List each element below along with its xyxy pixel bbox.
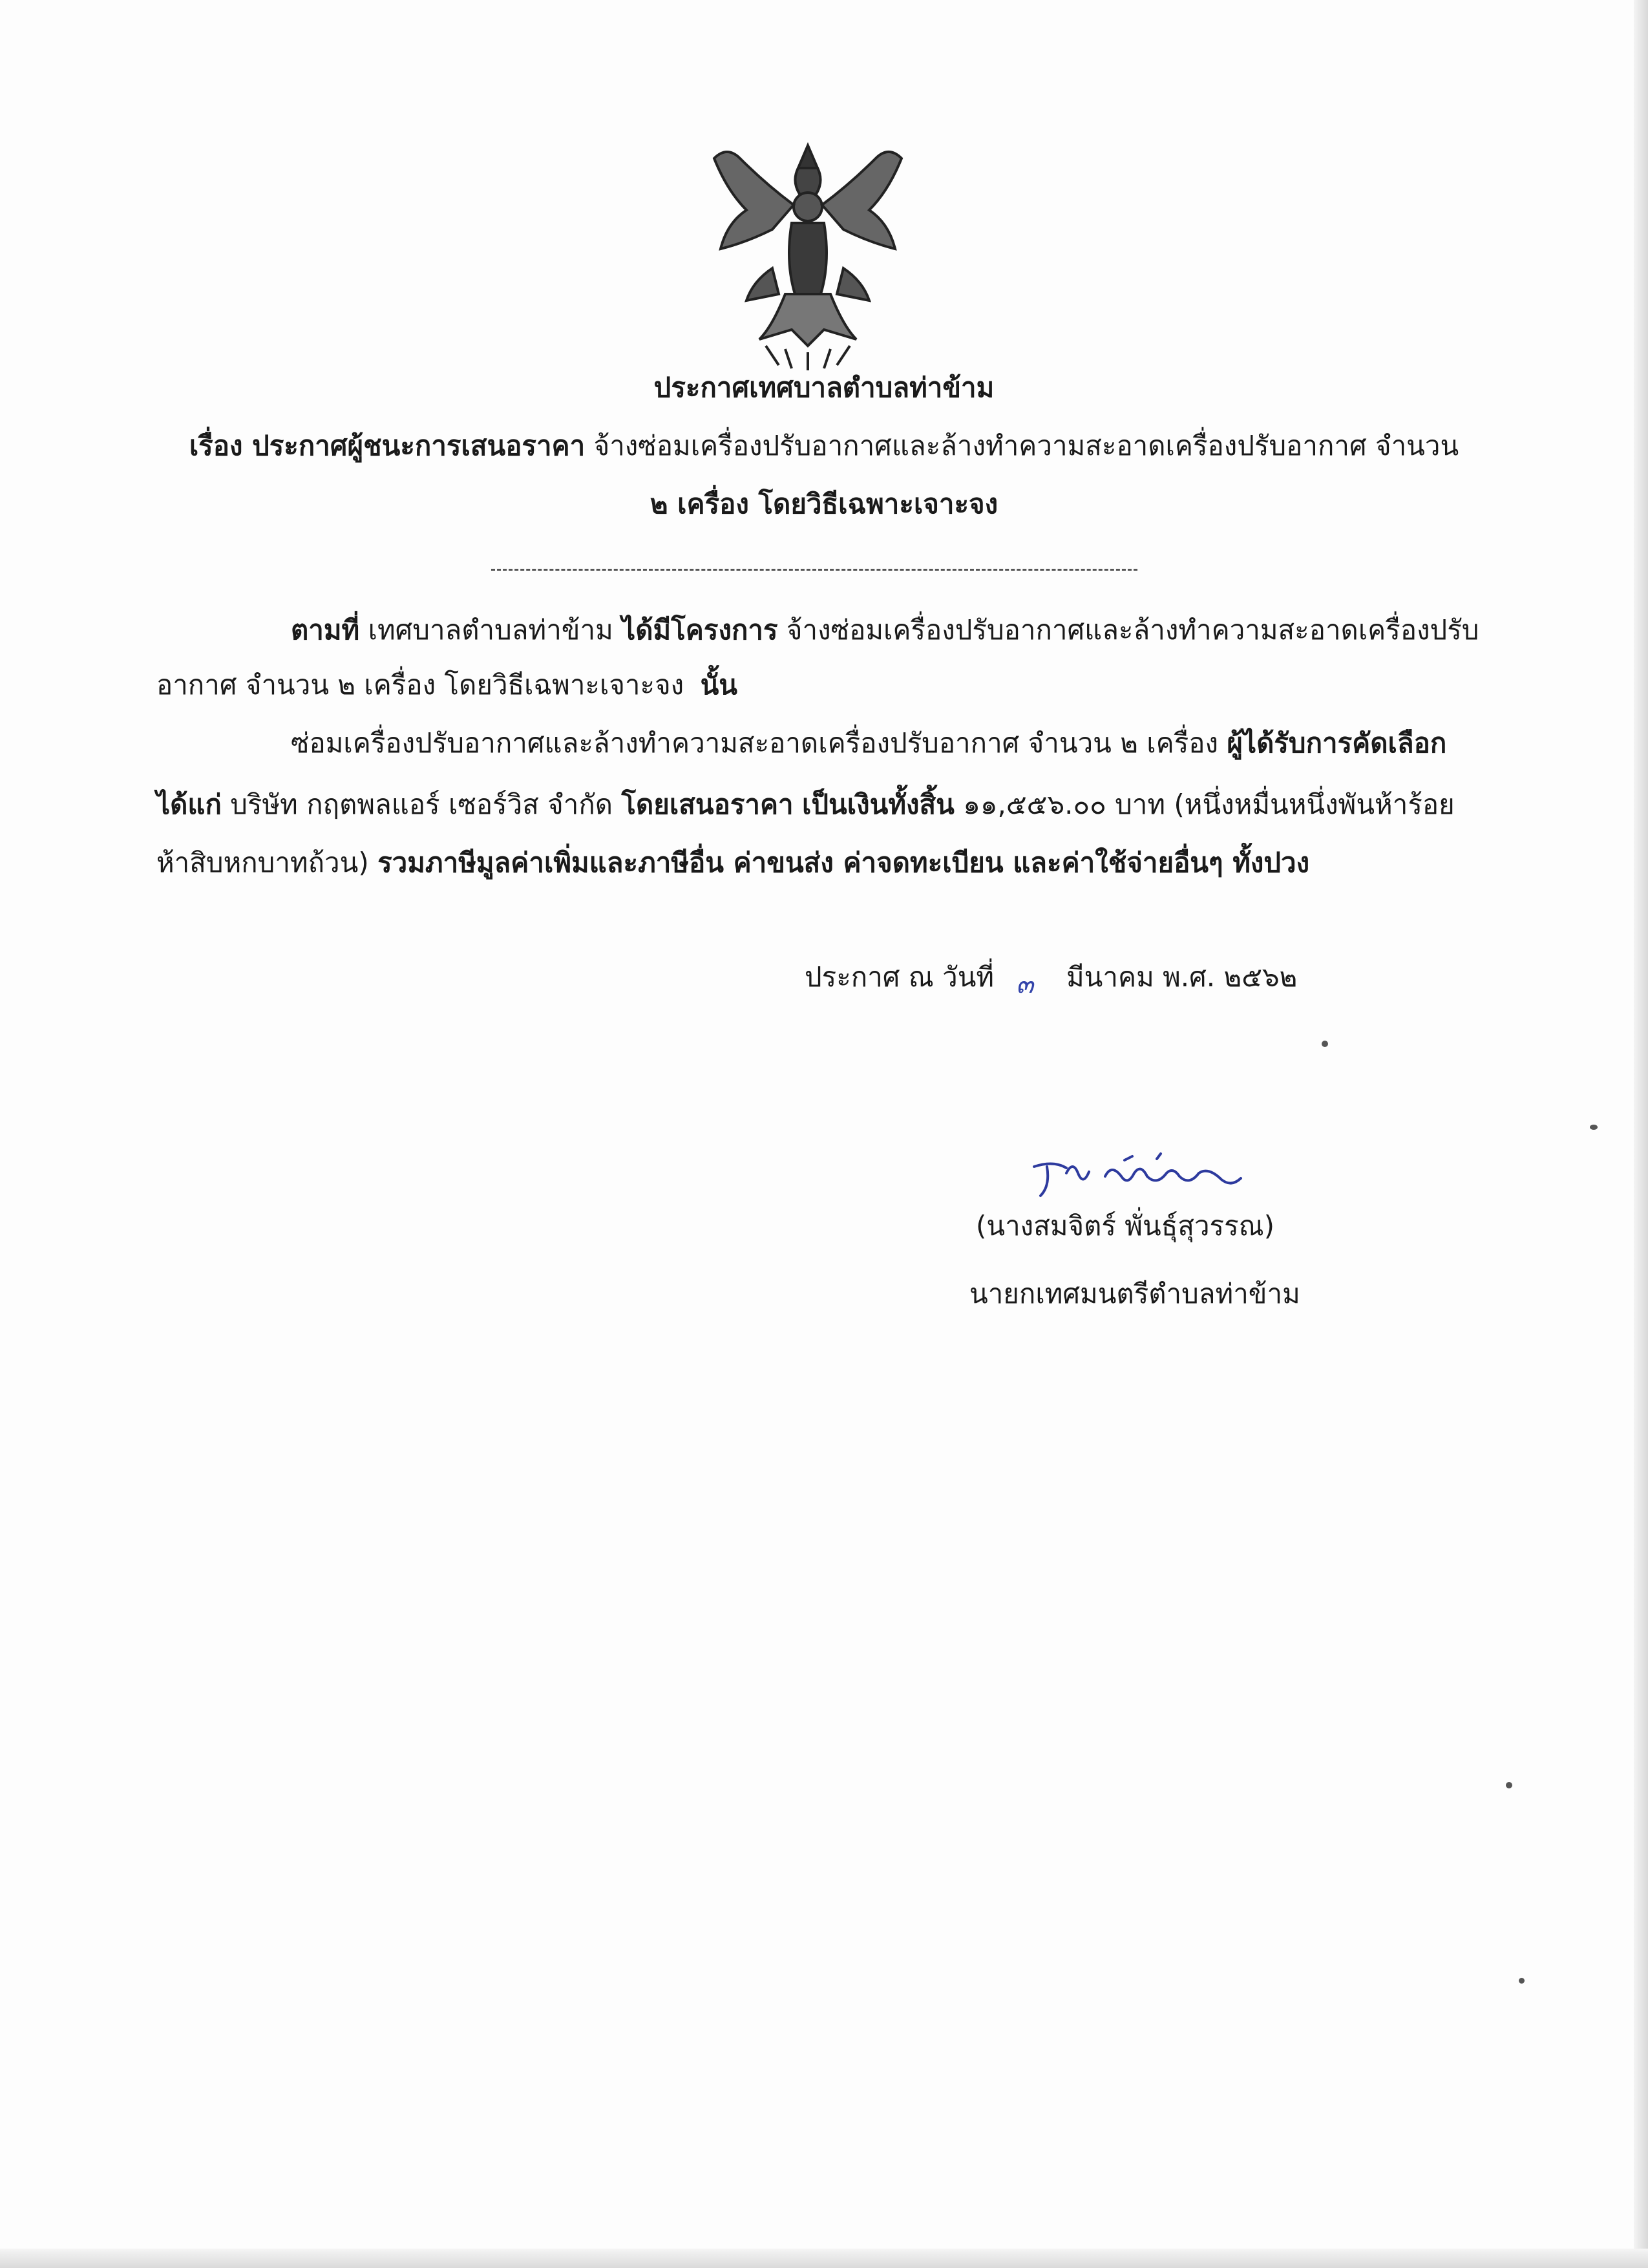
p1-word-1: ตามที่ bbox=[291, 614, 360, 646]
scan-speck bbox=[1322, 1041, 1328, 1047]
p2-total-label: เป็นเงินทั้งสิ้น bbox=[802, 789, 955, 820]
subject-line-2: ๒ เครื่อง โดยวิธีเฉพาะเจาะจง bbox=[650, 488, 998, 520]
p1-word-4: จ้างซ่อมเครื่องปรับอากาศและล้างทำความสะอาดเครื่องปรับ bbox=[786, 614, 1479, 646]
p2-inclusions: รวมภาษีมูลค่าเพิ่มและภาษีอื่น ค่าขนส่ง ค่าจดทะเบียน และค่าใช้จ่ายอื่นๆ ทั้งปวง bbox=[377, 847, 1310, 878]
signatory-name: (นางสมจิตร์ พั่นธุ์สุวรรณ) bbox=[976, 1210, 1275, 1242]
subject-text: จ้างซ่อมเครื่องปรับอากาศและล้างทำความสะอาดเครื่องปรับอากาศ จำนวน bbox=[593, 430, 1459, 461]
scan-edge-right bbox=[1634, 0, 1648, 2268]
garuda-emblem-icon bbox=[701, 132, 914, 372]
p2-amount-words-end: ห้าสิบหกบาทถ้วน) bbox=[156, 847, 369, 878]
p2-awardee-label: ได้แก่ bbox=[156, 789, 222, 820]
announcement-title bbox=[0, 368, 1648, 407]
scan-speck bbox=[1590, 1125, 1598, 1130]
date-prefix: ประกาศ ณ วันที่ bbox=[805, 961, 995, 993]
paragraph-2-line-1 bbox=[291, 724, 1446, 763]
title-org: เทศบาลตำบลท่าข้าม bbox=[749, 372, 995, 403]
p2-text: ซ่อมเครื่องปรับอากาศและล้างทำความสะอาดเครื่องปรับอากาศ จำนวน ๒ เครื่อง bbox=[291, 727, 1218, 759]
title-prefix: ประกาศ bbox=[653, 372, 750, 403]
p1-line-2-text: อากาศ จำนวน ๒ เครื่อง โดยวิธีเฉพาะเจาะจง bbox=[156, 669, 684, 701]
p1-word-2: เทศบาลตำบลท่าข้าม bbox=[368, 614, 613, 646]
p2-amount: ๑๑,๕๕๖.๐๐ บาท (หนึ่งหมื่นหนึ่งพันห้าร้อย bbox=[963, 789, 1455, 820]
p2-company-name: บริษัท กฤตพลแอร์ เซอร์วิส จำกัด bbox=[230, 789, 613, 820]
date-line-prefix bbox=[805, 958, 994, 997]
p1-end: นั้น bbox=[700, 669, 737, 701]
paragraph-2-line-3 bbox=[156, 843, 1309, 882]
subject-line bbox=[0, 427, 1648, 465]
paragraph-2-line-2 bbox=[156, 785, 1455, 824]
p1-word-3: ได้มีโครงการ bbox=[622, 614, 778, 646]
paragraph-1-line-2 bbox=[156, 666, 737, 705]
signatory-position: นายกเทศมนตรีตำบลท่าข้าม bbox=[969, 1278, 1300, 1309]
scan-edge-bottom bbox=[0, 2249, 1648, 2268]
date-line-suffix bbox=[1066, 958, 1297, 997]
separator-line bbox=[491, 569, 1137, 571]
p2-selected-label: ผู้ได้รับการคัดเลือก bbox=[1227, 727, 1447, 759]
scan-speck bbox=[1506, 1782, 1512, 1788]
p2-bid-label: โดยเสนอราคา bbox=[621, 789, 794, 820]
paragraph-1-line-1 bbox=[291, 611, 1479, 650]
date-suffix: มีนาคม พ.ศ. ๒๕๖๒ bbox=[1066, 961, 1298, 993]
scan-speck bbox=[1519, 1978, 1525, 1984]
signature-mark bbox=[1028, 1147, 1247, 1205]
handwritten-day: ๓ bbox=[1016, 970, 1034, 999]
subject-label: เรื่อง ประกาศผู้ชนะการเสนอราคา bbox=[189, 430, 586, 461]
